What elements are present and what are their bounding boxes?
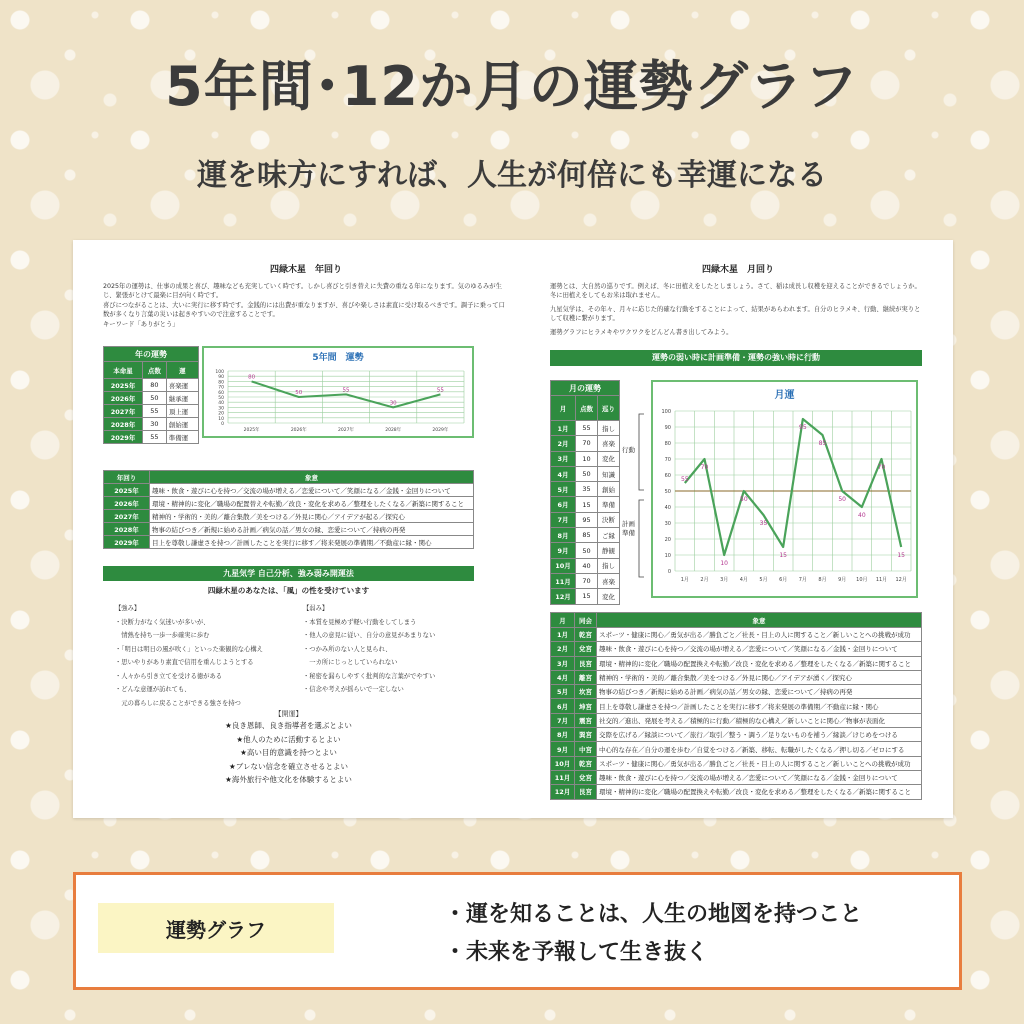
cycle-cell: ご縁 — [598, 528, 620, 543]
luck-cell: 準備運 — [166, 431, 198, 444]
x-tick-label: 6月 — [779, 577, 788, 583]
month-cell: 12月 — [551, 589, 576, 604]
monthly-chart-plot — [653, 401, 916, 597]
month-cell: 8月 — [551, 728, 575, 742]
meaning-row — [551, 785, 922, 799]
cycle-cell: 知識 — [598, 466, 620, 481]
cycle-cell: 創始 — [598, 482, 620, 497]
meaning-cell: スポーツ・健康に関心／勇気が出る／勝負ごと／社長・目上の人に関すること／新しいことへの挑戦が成功 — [597, 756, 922, 770]
meaning-row — [551, 656, 922, 670]
cycle-cell: 変化 — [598, 589, 620, 604]
left-page — [103, 240, 509, 818]
meaning-header: 年回り — [104, 471, 150, 484]
month-cell: 3月 — [551, 451, 576, 466]
palace-cell: 中宮 — [575, 742, 597, 756]
data-label: 55 — [436, 387, 444, 394]
strength-item: 情熱を持ち一歩一歩確実に歩む — [115, 632, 210, 639]
meaning-row — [551, 728, 922, 742]
intro-paragraph: 喜びにつながることは、大いに実行に移す時です。金銭的には出費が重なりますが、喜びや楽しさは素直に受け取るべきです。調子に乗って口数が多くなり言葉の災いは起きやすいので注意することです。 — [103, 301, 505, 319]
meaning-cell: 趣味・飲食・遊びに心を持つ／交流の場が増える／恋愛について／笑顔になる／金銭・金回りについて — [597, 642, 922, 656]
month-cell: 9月 — [551, 543, 576, 558]
y-tick-label: 50 — [218, 396, 224, 401]
data-label: 50 — [838, 496, 846, 503]
data-label: 10 — [720, 560, 728, 567]
meaning-header: 象意 — [597, 613, 922, 628]
month-row — [551, 543, 620, 558]
month-cell: 11月 — [551, 770, 575, 784]
data-label: 70 — [877, 464, 886, 471]
analysis-subtitle: 四緑木星のあなたは、「風」の性を受けています — [207, 586, 370, 595]
meaning-row — [551, 770, 922, 784]
meaning-cell: 趣味・飲食・遊びに心を持つ／交流の場が増える／恋愛について／笑顔になる／金銭・金回りについて — [597, 770, 922, 784]
score-cell: 10 — [576, 451, 598, 466]
x-tick-label: 2月 — [700, 577, 709, 583]
y-tick-label: 20 — [664, 537, 671, 543]
luck-item: ★良き恩師、良き指導者を選ぶとよい — [225, 721, 352, 731]
x-tick-label: 2028年 — [385, 428, 402, 433]
strength-item: ・「明日は明日の風が吹く」といった楽観的な心構え — [115, 645, 263, 653]
month-cell: 5月 — [551, 685, 575, 699]
month-cell: 5月 — [551, 482, 576, 497]
luck-title: 【開運】 — [274, 710, 303, 718]
meaning-cell: 目上を尊敬し謙虚さを持つ／計画したことを実行に移す／将来発展の準備期／不動産に縁・関心 — [597, 699, 922, 713]
x-tick-label: 2026年 — [290, 428, 307, 433]
analysis-section — [103, 566, 474, 787]
score-cell: 80 — [142, 379, 166, 392]
strengths-title: 【強み】 — [115, 605, 141, 612]
meaning-cell: 交際を広げる／縁談について／旅行／取引／整う・調う／足りないものを補う／縁談／けじめをつける — [597, 728, 922, 742]
intro-paragraph: 九星気学は、その年々、月々に応じた的確な行動をすることによって、結果があらわれます。自分のヒラメキ、行動、継続が実りとして収穫に繋がります。 — [550, 305, 921, 323]
month-row — [551, 528, 620, 543]
meaning-cell: スポーツ・健康に関心／勇気が出る／勝負ごと／社長・目上の人に関すること／新しいことへの挑戦が成功 — [597, 628, 922, 642]
strengths-column — [103, 602, 303, 710]
meaning-header: 象意 — [150, 471, 474, 484]
weaknesses-title: 【弱み】 — [303, 605, 329, 612]
meaning-row — [551, 713, 922, 727]
month-row — [551, 573, 620, 588]
score-cell: 50 — [576, 543, 598, 558]
year-cell: 2028年 — [104, 418, 143, 431]
month-cell: 1月 — [551, 421, 576, 436]
palace-cell: 坎宮 — [575, 685, 597, 699]
summary-box — [73, 872, 962, 990]
strength-item: ・思いやりがあり素直で信用を重んじようとする — [115, 659, 254, 666]
data-label: 80 — [248, 374, 256, 381]
year-cell: 2029年 — [104, 536, 150, 549]
palace-cell: 兌宮 — [575, 642, 597, 656]
score-cell: 15 — [576, 589, 598, 604]
month-cell: 7月 — [551, 512, 576, 527]
analysis-title: 九星気学 自己分析、強み弱み開運法 — [103, 566, 474, 581]
five-year-chart-title: 5年間 運勢 — [312, 353, 364, 363]
y-tick-label: 100 — [215, 370, 224, 375]
score-cell: 55 — [142, 405, 166, 418]
score-cell: 85 — [576, 528, 598, 543]
data-label: 35 — [759, 520, 768, 527]
year-cell: 2025年 — [104, 379, 143, 392]
month-cell: 2月 — [551, 436, 576, 451]
palace-cell: 坤宮 — [575, 699, 597, 713]
year-table — [103, 346, 199, 444]
month-table-header: 点数 — [576, 396, 598, 421]
cycle-cell: 準備 — [598, 497, 620, 512]
luck-cell: 喜楽運 — [166, 379, 198, 392]
meaning-cell: 物事の結びつき／新規に始める計画／病気の話／男女の縁、恋愛について／持病の再発 — [150, 523, 474, 536]
y-tick-label: 0 — [667, 569, 671, 575]
data-label: 40 — [858, 512, 866, 519]
data-label: 30 — [389, 400, 397, 407]
y-tick-label: 60 — [664, 473, 671, 479]
x-tick-label: 7月 — [798, 577, 807, 583]
meaning-row — [551, 742, 922, 756]
x-tick-label: 9月 — [838, 577, 847, 583]
palace-cell: 乾宮 — [575, 628, 597, 642]
y-tick-label: 40 — [664, 505, 671, 511]
score-cell: 30 — [142, 418, 166, 431]
luck-cell: 創始運 — [166, 418, 198, 431]
month-cell: 2月 — [551, 642, 575, 656]
meaning-row — [551, 699, 922, 713]
month-row — [551, 436, 620, 451]
strength-item: ・どんな意運が訪れても、 — [115, 686, 191, 693]
right-page-title: 四緑木星 月回り — [701, 265, 774, 275]
month-cell: 3月 — [551, 656, 575, 670]
month-row — [551, 589, 620, 604]
score-cell: 55 — [576, 421, 598, 436]
y-tick-label: 50 — [664, 489, 671, 495]
meaning-header: 同会 — [575, 613, 597, 628]
score-cell: 70 — [576, 436, 598, 451]
month-row — [551, 451, 620, 466]
month-cell: 1月 — [551, 628, 575, 642]
score-cell: 50 — [576, 466, 598, 481]
y-tick-label: 90 — [218, 375, 224, 381]
month-row — [551, 558, 620, 573]
month-cell: 6月 — [551, 497, 576, 512]
cycle-cell: 指し — [598, 558, 620, 573]
luck-cell: 頂上運 — [166, 405, 198, 418]
luck-item: ★海外旅行や他文化を体験するとよい — [225, 775, 352, 785]
y-tick-label: 70 — [218, 385, 224, 391]
y-tick-label: 70 — [664, 457, 671, 463]
weakness-item: ・他人の意見に従い、自分の意見があまりない — [303, 632, 436, 639]
month-row — [551, 466, 620, 481]
y-tick-label: 10 — [218, 416, 224, 422]
month-row — [551, 482, 620, 497]
month-table-header: 巡り — [598, 396, 620, 421]
x-tick-label: 12月 — [895, 577, 907, 583]
meaning-header: 月 — [551, 613, 575, 628]
cycle-cell: 決断 — [598, 512, 620, 527]
intro-paragraph: 2025年の運勢は、仕事の成果と喜び、趣味なども充実していく時です。しかし喜びと引き替えに失費の重なる年になります。気のゆるみが生じ、緊張がとけて最楽に目が向く時です。 — [103, 283, 502, 300]
y-tick-label: 80 — [664, 441, 671, 447]
monthly-chart-title: 月運 — [774, 390, 795, 401]
strength-item: 元の暮らしに戻ることができる強さを持つ — [115, 699, 241, 707]
month-cell: 7月 — [551, 713, 575, 727]
y-tick-label: 20 — [218, 411, 224, 417]
y-tick-label: 0 — [221, 422, 224, 427]
score-cell: 15 — [576, 497, 598, 512]
palace-cell: 乾宮 — [575, 756, 597, 770]
five-year-chart — [202, 346, 474, 438]
month-cell: 12月 — [551, 785, 575, 799]
palace-cell: 震宮 — [575, 713, 597, 727]
left-intro — [103, 282, 509, 329]
worksheet — [73, 240, 953, 818]
subtitle: 運を味方にすれば、人生が何倍にも幸運になる — [197, 158, 827, 193]
meaning-cell: 中心的な存在／自分の運を歩む／自覚をつける／新築、移転、転職がしたくなる／押し切る／ゼロにする — [597, 742, 922, 756]
score-cell: 95 — [576, 512, 598, 527]
score-cell: 40 — [576, 558, 598, 573]
intro-paragraph: 運勢グラフにヒラメキやワクワクをどんどん書き出してみよう。 — [550, 328, 733, 336]
data-label: 15 — [897, 552, 905, 559]
x-tick-label: 2027年 — [338, 428, 354, 433]
meaning-cell: 精神的・学術的・美的／離合集散／美をつける／外見に関心／アイデアが湧く／探究心 — [597, 670, 922, 684]
month-table-title: 月の運勢 — [551, 381, 620, 396]
month-table — [550, 380, 620, 605]
x-tick-label: 2029年 — [432, 428, 449, 433]
data-label: 50 — [295, 390, 303, 396]
palace-cell: 艮宮 — [575, 785, 597, 799]
month-cell: 4月 — [551, 466, 576, 481]
meaning-row — [551, 642, 922, 656]
summary-point: ・未来を予報して生き抜く — [444, 940, 709, 965]
month-cell: 4月 — [551, 670, 575, 684]
palace-cell: 艮宮 — [575, 656, 597, 670]
meaning-row — [551, 628, 922, 642]
y-tick-label: 60 — [218, 390, 224, 396]
data-label: 15 — [779, 552, 787, 559]
left-page-title: 四緑木星 年回り — [269, 265, 342, 275]
five-year-chart-plot — [204, 363, 472, 439]
meaning-cell: 社交的／進出、発展を考える／積極的に行動／積極的な心構え／新しいことに関心／物事が表面化 — [597, 713, 922, 727]
data-label: 50 — [740, 496, 748, 503]
month-cell: 6月 — [551, 699, 575, 713]
year-cell: 2027年 — [104, 405, 143, 418]
year-table-header: 本命星 — [104, 362, 143, 379]
weakness-item: ・つかみ所のない人と見られ、 — [303, 645, 392, 653]
y-tick-label: 40 — [218, 401, 224, 407]
range-brackets — [636, 412, 646, 582]
weakness-item: ・本質を見極めず軽い行動をしてしまう — [303, 618, 417, 626]
cycle-cell: 変化 — [598, 451, 620, 466]
year-cell: 2026年 — [104, 497, 150, 510]
year-cell: 2025年 — [104, 484, 150, 497]
plan-label: 計画 準備 — [622, 520, 635, 537]
luck-item: ★高い目的意識を持つとよい — [240, 748, 337, 758]
meaning-cell: 精神的・学術的・美的／離合集散／美をつける／外見に関心／アイデアが起る／探究心 — [150, 510, 474, 523]
score-cell: 55 — [142, 431, 166, 444]
year-cell: 2027年 — [104, 510, 150, 523]
year-meaning-table — [103, 470, 474, 549]
weakness-item: 一カ所にじっとしていられない — [303, 659, 398, 666]
year-cell: 2026年 — [104, 392, 143, 405]
score-cell: 50 — [142, 392, 166, 405]
score-cell: 70 — [576, 573, 598, 588]
x-tick-label: 4月 — [739, 577, 748, 583]
year-table-title: 年の運勢 — [104, 347, 199, 362]
meaning-cell: 物事の結びつき／新規に始める計画／病気の話／男女の縁、恋愛について／持病の再発 — [597, 685, 922, 699]
year-table-header: 運 — [166, 362, 198, 379]
advice-banner: 運勢の弱い時に計画準備・運勢の強い時に行動 — [550, 350, 922, 366]
month-cell: 11月 — [551, 573, 576, 588]
meaning-cell: 環境・精神的に変化／職場の配置替えや転勤／改良・変化を求める／整理をしたくなる／新築に関すること — [150, 497, 474, 510]
month-row — [551, 512, 620, 527]
data-label: 55 — [681, 476, 689, 483]
palace-cell: 兌宮 — [575, 770, 597, 784]
x-tick-label: 10月 — [856, 577, 868, 583]
year-cell: 2029年 — [104, 431, 143, 444]
summary-point: ・運を知ることは、人生の地図を持つこと — [444, 902, 863, 927]
y-tick-label: 30 — [664, 521, 671, 527]
luck-cell: 継承運 — [166, 392, 198, 405]
y-tick-label: 30 — [218, 406, 224, 412]
luck-item: ★他人のために活動するとよい — [236, 734, 341, 744]
meaning-row — [551, 685, 922, 699]
luck-section — [103, 710, 474, 787]
meaning-cell: 目上を尊敬し謙虚さを持つ／計画したことを実行に移す／将来発展の準備期／不動産に縁・関心 — [150, 536, 474, 549]
month-cell: 9月 — [551, 742, 575, 756]
x-tick-label: 8月 — [818, 577, 827, 583]
month-cell: 8月 — [551, 528, 576, 543]
monthly-chart — [651, 380, 918, 598]
score-cell: 35 — [576, 482, 598, 497]
month-cell: 10月 — [551, 756, 575, 770]
year-cell: 2028年 — [104, 523, 150, 536]
x-tick-label: 2025年 — [243, 428, 260, 433]
intro-keyword: キーワード「ありがとう」 — [103, 320, 179, 328]
x-tick-label: 1月 — [680, 577, 689, 583]
data-label: 85 — [818, 440, 827, 447]
summary-label: 運勢グラフ — [98, 903, 334, 953]
palace-cell: 巽宮 — [575, 728, 597, 742]
data-label: 70 — [700, 464, 709, 471]
cycle-cell: 喜楽 — [598, 436, 620, 451]
month-table-header: 月 — [551, 396, 576, 421]
data-label: 95 — [799, 424, 807, 431]
month-row — [551, 497, 620, 512]
weaknesses-column — [303, 602, 474, 710]
action-label: 行動 — [622, 446, 635, 454]
right-intro — [550, 282, 926, 337]
meaning-row — [551, 670, 922, 684]
x-tick-label: 5月 — [759, 577, 768, 583]
palace-cell: 離宮 — [575, 670, 597, 684]
main-title: 5年間･12か月の運勢グラフ — [165, 55, 859, 118]
meaning-cell: 環境・精神的に変化／職場の配置換えや転勤／改良・変化を求める／整理をしたくなる／新築に関すること — [597, 656, 922, 670]
luck-item: ★ブレない信念を確立させるとよい — [229, 761, 348, 771]
meaning-cell: 環境・精神的に変化／職場の配置換えや転勤／改良・変化を求める／整理をしたくなる／新築に関すること — [597, 785, 922, 799]
weakness-item: ・秘密を漏らしやすく批判的な言葉がでやすい — [303, 672, 436, 680]
intro-paragraph: 運勢とは、大自然の巡りです。例えば、冬に田植えをしたとしましょう。さて、稲は成長し収穫を迎えることができるでしょうか。冬に田植えをしてもお米は取れません。 — [550, 283, 921, 300]
y-tick-label: 80 — [218, 380, 224, 386]
x-tick-label: 11月 — [875, 577, 888, 583]
meaning-row — [551, 756, 922, 770]
data-label: 55 — [342, 387, 350, 394]
cycle-cell: 喜楽 — [598, 573, 620, 588]
month-row — [551, 421, 620, 436]
cycle-cell: 指し — [598, 421, 620, 436]
y-tick-label: 10 — [664, 553, 671, 559]
month-meaning-table — [550, 612, 922, 800]
series-line — [252, 381, 441, 407]
right-page — [550, 240, 926, 818]
year-table-header: 点数 — [142, 362, 166, 379]
strength-item: ・決断力がなく気迷いが多いが、 — [115, 618, 210, 626]
y-tick-label: 100 — [661, 409, 671, 415]
x-tick-label: 3月 — [720, 577, 729, 583]
strength-item: ・人々から引き立てを受ける徳がある — [115, 672, 223, 680]
cycle-cell: 静観 — [598, 543, 620, 558]
month-cell: 10月 — [551, 558, 576, 573]
y-tick-label: 90 — [664, 425, 671, 431]
meaning-cell: 趣味・飲食・遊びに心を持つ／交流の場が増える／恋愛について／笑顔になる／金銭・金回りについて — [150, 484, 474, 497]
weakness-item: ・信念や考えが揺らいで一定しない — [303, 686, 404, 693]
